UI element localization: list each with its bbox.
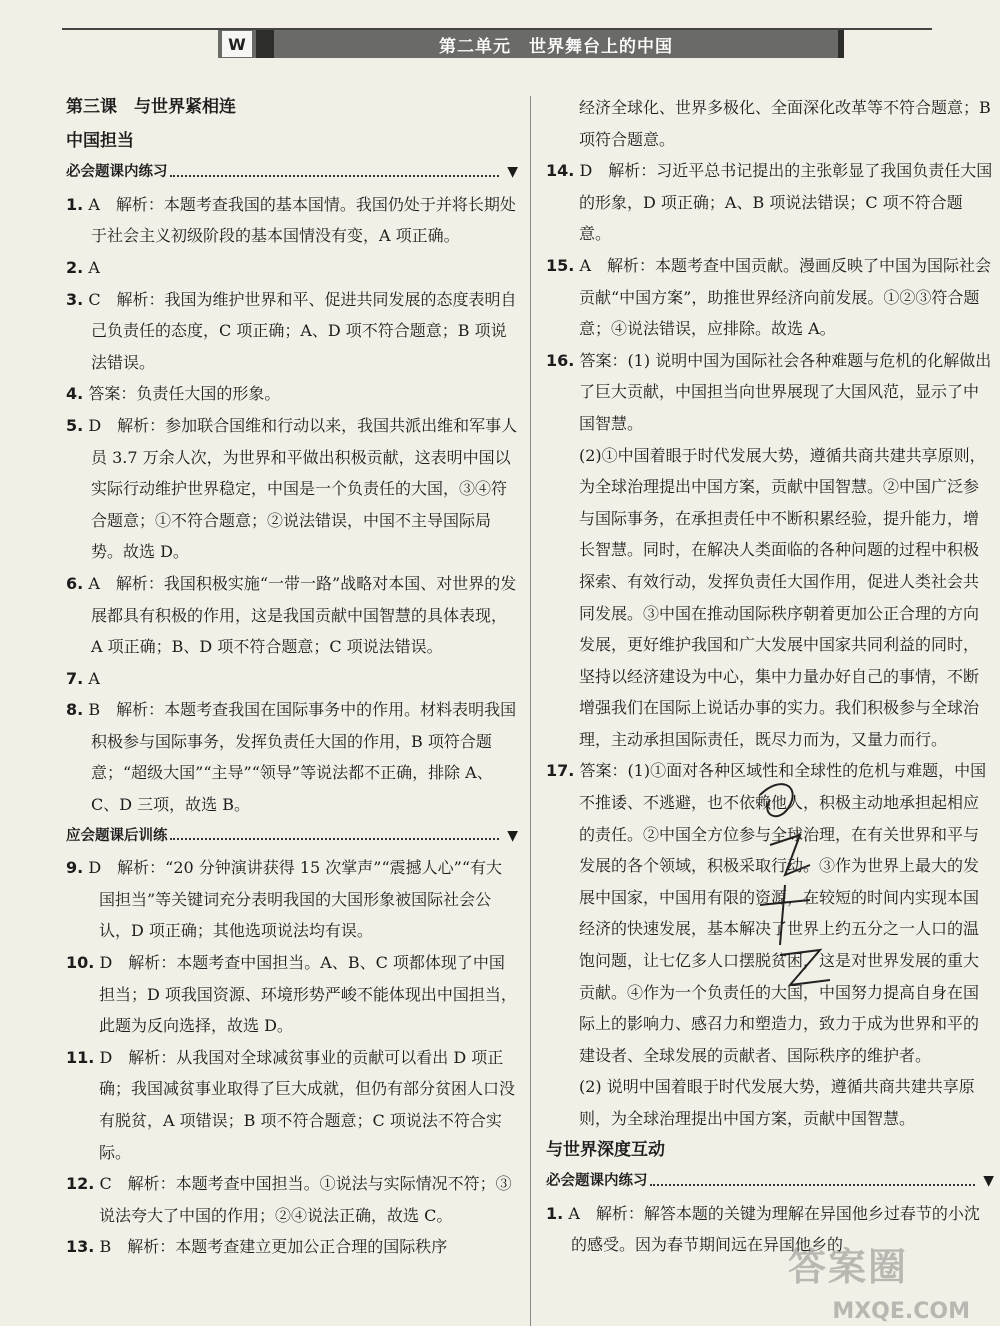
dotted-leader [170, 175, 500, 177]
answer-item [66, 284, 518, 379]
item-text: B 解析：本题考查我国在国际事务中的作用。材料表明我国积极参与国际事务，发挥负责任大国的作用，B 项符合题意；“超级大国”“主导”“领导”等说法都不正确，排除 A、C、D 三项，故选 B。 [88, 700, 517, 815]
answer-item [66, 1231, 518, 1263]
triangle-down-icon: ▼ [507, 827, 518, 844]
item-text: 答案：(1)①面对各种区域性和全球性的危机与难题，中国不推诿、不逃避，也不依赖他人，积极主动地承担起相应的责任。②中国全方位参与全球治理，在有关世界和平与发展的各个领域，积极采取行动。③作为世界上最大的发展中国家，中国用有限的资源，在较短的时间内实现本国经济的快速发展，基本解决了世界上约五分之一人口的温饱问题，让七亿多人口摆脱贫困，这是对世界发展的重大贡献。④作为一个负责任的大国，中国努力提高自身在国际上的影响力、感召力和塑造力，致力于成为世界和平的建设者、全球发展的贡献者、国际秩序的维护者。 [579, 761, 987, 1065]
dotted-leader [650, 1184, 976, 1186]
item-text: A 解析：解答本题的关键为理解在异国他乡过春节的小沈的感受。因为春节期间远在异国他乡的 [568, 1203, 980, 1255]
item-number: 15. [546, 255, 575, 275]
item-number: 16. [546, 350, 575, 370]
item-number: 8. [66, 700, 84, 720]
answer-item [66, 947, 518, 1042]
answer-item [66, 252, 518, 284]
lesson-title: 第三课 与世界紧相连 [66, 97, 236, 117]
watermark-logo: 答案圈 [788, 1245, 909, 1289]
answer-paragraph: (2) 说明中国着眼于时代发展大势，遵循共商共建共享原则，为全球治理提出中国方案，贡献中国智慧。 [579, 1077, 975, 1128]
answer-item [66, 410, 518, 568]
watermark-url: MXQE.COM [832, 1299, 970, 1324]
item-text: D 解析：习近平总书记提出的主张彰显了我国负责任大国的形象，D 项正确；A、B 项说法错误；C 项不符合题意。 [579, 161, 993, 244]
handwriting-scribble [740, 775, 860, 995]
item-text: B 解析：本题考查建立更加公正合理的国际秩序 [99, 1237, 448, 1257]
subsection-header [66, 157, 518, 189]
subsection-label: 应会题课后训练 [66, 827, 168, 844]
section-title: 与世界深度互动 [546, 1139, 665, 1160]
right-column [546, 92, 994, 1261]
item-number: 13. [66, 1237, 95, 1257]
item-number: 1. [546, 1203, 564, 1223]
answer-item [66, 1042, 518, 1168]
unit-title: 第二单元 世界舞台上的中国 [439, 36, 673, 57]
unit-banner [218, 30, 844, 58]
left-column [66, 92, 518, 1263]
item-text: D 解析：参加联合国维和行动以来，我国共派出维和军事人员 3.7 万余人次，为世界和平做出积极贡献，这表明中国以实际行动维护世界稳定，中国是一个负责任的大国，③④符合题意；①不符合题意；②说法错误，中国不主导国际局势。故选 D。 [88, 415, 518, 562]
dotted-leader [170, 838, 500, 840]
item-text: 答案：负责任大国的形象。 [88, 384, 281, 404]
answer-item [66, 189, 518, 252]
answer-item [66, 694, 518, 820]
answer-list [66, 852, 518, 1263]
item-text: A 解析：本题考查我国的基本国情。我国仍处于并将长期处于社会主义初级阶段的基本国情没有变，A 项正确。 [88, 194, 516, 246]
continued-text: 经济全球化、世界多极化、全面深化改革等不符合题意；B 项符合题意。 [579, 98, 991, 149]
column-divider [530, 96, 531, 1326]
item-number: 14. [546, 161, 575, 181]
item-number: 7. [66, 668, 84, 688]
section-title: 中国担当 [66, 130, 134, 151]
answer-item [66, 1168, 518, 1231]
item-number: 6. [66, 573, 84, 593]
item-text: A 解析：本题考查中国贡献。漫画反映了中国为国际社会贡献“中国方案”，助推世界经济向前发展。①②③符合题意；④说法错误，应排除。故选 A。 [579, 255, 991, 339]
subsection-header [66, 821, 518, 853]
item-number: 9. [66, 858, 84, 878]
publisher-logo-icon: W [222, 31, 252, 57]
item-number: 5. [66, 415, 84, 435]
answer-item [66, 378, 518, 410]
item-text: C 解析：我国为维护世界和平、促进共同发展的态度表明自己负责任的态度，C 项正确；A、D 项不符合题意；B 项说法错误。 [88, 289, 517, 372]
item-number: 10. [66, 953, 95, 973]
answer-item [66, 852, 518, 947]
item-text: C 解析：本题考查中国担当。①说法与实际情况不符；③说法夸大了中国的作用；②④说法正确，故选 C。 [99, 1174, 512, 1225]
answer-list [546, 155, 994, 439]
triangle-down-icon: ▼ [983, 1173, 994, 1190]
item-text: 答案：(1) 说明中国为国际社会各种难题与危机的化解做出了巨大贡献，中国担当向世界展现了大国风范，显示了中国智慧。 [579, 350, 992, 433]
item-text: D 解析：从我国对全球减贫事业的贡献可以看出 D 项正确；我国减贫事业取得了巨大成就，但仍有部分贫困人口没有脱贫，A 项错误；B 项不符合题意；C 项说法不符合实际。 [99, 1047, 516, 1162]
item-text: D 解析：本题考查中国担当。A、B、C 项都体现了中国担当；D 项我国资源、环境形势严峻不能体现出中国担当，此题为反向选择，故选 D。 [99, 953, 517, 1036]
answer-paragraph: (2)①中国着眼于时代发展大势，遵循共商共建共享原则，为全球治理提出中国方案，贡献中国智慧。②中国广泛参与国际事务，在承担责任中不断积累经验，提升能力，增长智慧。同时，在解决人类面临的各种问题的过程中积极探索、有效行动，发挥负责任大国作用，促进人类社会共同发展。③中国在推动国际秩序朝着更加公正合理的方向发展，更好维护我国和广大发展中国家共同利益的同时，坚持以经济建设为中心，集中力量办好自己的事情，不断增强我们在国际上说话办事的实力。我们积极参与全球治理，主动承担国际责任，既尽力而为，又量力而行。 [579, 445, 986, 749]
answer-list [66, 189, 518, 821]
item-text: A [88, 668, 100, 688]
answer-item [66, 568, 518, 663]
item-number: 11. [66, 1047, 95, 1067]
item-number: 4. [66, 384, 84, 404]
item-number: 3. [66, 289, 84, 309]
triangle-down-icon: ▼ [507, 164, 518, 181]
subsection-label: 必会题课内练习 [546, 1173, 648, 1190]
item-text: A [88, 257, 100, 277]
item-text: D 解析：“20 分钟演讲获得 15 次掌声”“震撼人心”“有大国担当”等关键词充分表明我国的大国形象被国际社会公认，D 项正确；其他选项说法均有误。 [88, 858, 503, 941]
item-number: 1. [66, 194, 84, 214]
item-number: 17. [546, 761, 575, 781]
subsection-label: 必会题课内练习 [66, 164, 168, 181]
subsection-header [546, 1166, 994, 1198]
item-text: A 解析：我国积极实施“一带一路”战略对本国、对世界的发展都具有积极的作用，这是我国贡献中国智慧的具体表现，A 项正确；B、D 项不符合题意；C 项说法错误。 [88, 573, 517, 657]
answer-item [66, 663, 518, 695]
answer-item [546, 155, 994, 250]
banner-dark-block [256, 30, 274, 58]
answer-item [546, 345, 994, 440]
answer-item [546, 250, 994, 345]
item-number: 12. [66, 1174, 95, 1194]
item-number: 2. [66, 257, 84, 277]
